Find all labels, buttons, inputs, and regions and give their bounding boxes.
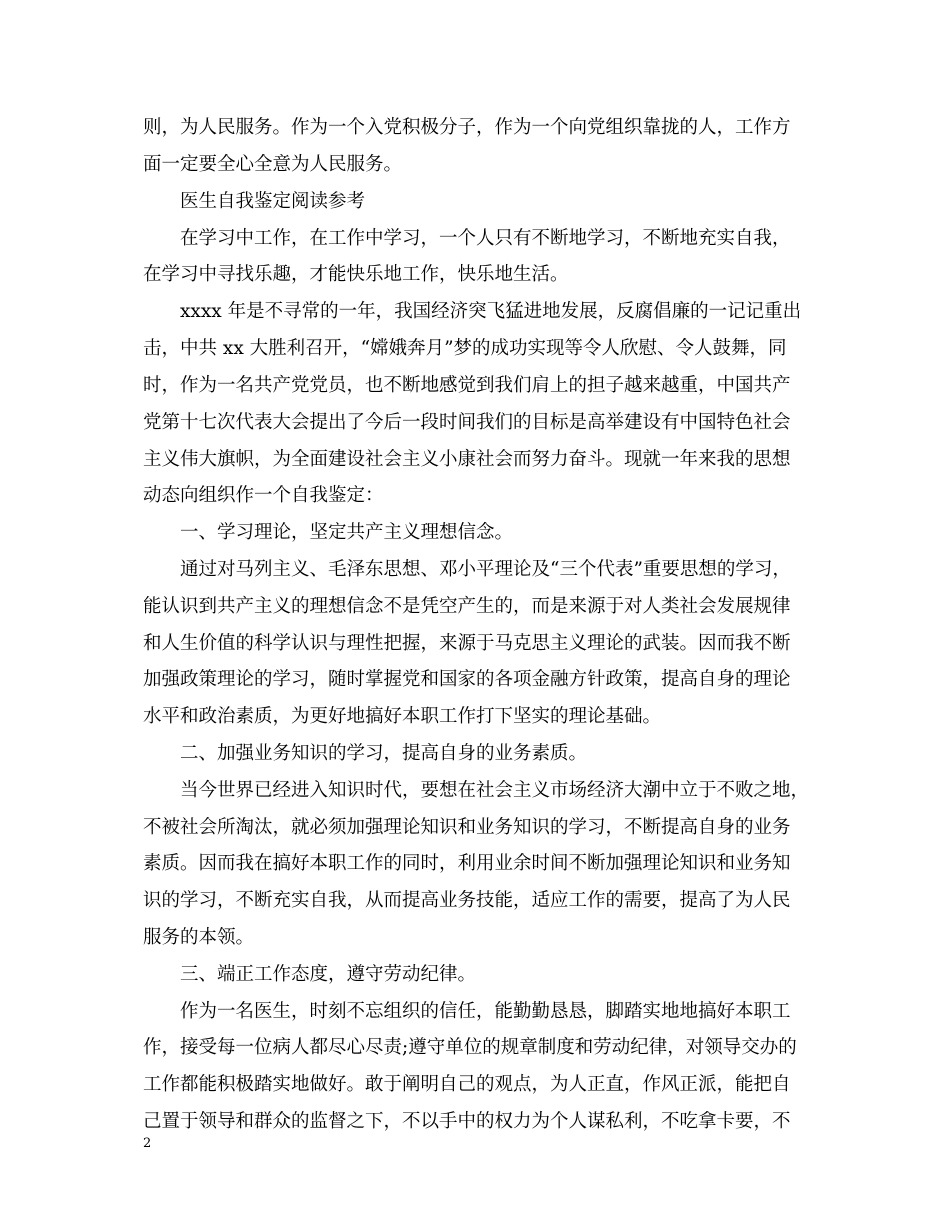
text-line: 不被社会所淘汰，就必须加强理论知识和业务知识的学习，不断提高自身的业务 xyxy=(143,817,791,838)
text-line: 和人生价值的科学认识与理性把握，来源于马克思主义理论的武装。因而我不断 xyxy=(143,633,791,654)
text-line: 服务的本领。 xyxy=(143,927,255,948)
text-line: 通过对马列主义、毛泽东思想、邓小平理论及“三个代表”重要思想的学习， xyxy=(180,559,791,580)
text-line: 在学习中寻找乐趣，才能快乐地工作，快乐地生活。 xyxy=(143,264,569,285)
text-line: 加强政策理论的学习，随时掌握党和国家的各项金融方针政策，提高自身的理论 xyxy=(143,669,791,690)
text-line: 当今世界已经进入知识时代，要想在社会主义市场经济大潮中立于不败之地， xyxy=(180,780,810,801)
text-line: 素质。因而我在搞好本职工作的同时，利用业余时间不断加强理论知识和业务知 xyxy=(143,853,791,874)
section-title: 医生自我鉴定阅读参考 xyxy=(180,191,366,212)
text-line: 识的学习，不断充实自我，从而提高业务技能，适应工作的需要，提高了为人民 xyxy=(143,890,791,911)
text-line: 能认识到共产主义的理想信念不是凭空产生的，而是来源于对人类社会发展规律 xyxy=(143,596,791,617)
text-line: 动态向组织作一个自我鉴定： xyxy=(143,485,384,506)
section-heading: 二、加强业务知识的学习，提高自身的业务素质。 xyxy=(180,743,588,764)
page-number: 2 xyxy=(143,1136,152,1151)
text-line: 面一定要全心全意为人民服务。 xyxy=(143,154,403,175)
section-heading: 一、学习理论，坚定共产主义理想信念。 xyxy=(180,522,514,543)
text-line: xxxx 年是不寻常的一年，我国经济突飞猛进地发展，反腐倡廉的一记记重出 xyxy=(180,301,802,322)
text-line: 作，接受每一位病人都尽心尽责;遵守单位的规章制度和劳动纪律，对领导交办的 xyxy=(143,1037,797,1058)
text-line: 党第十七次代表大会提出了今后一段时间我们的目标是高举建设有中国特色社会 xyxy=(143,412,791,433)
text-line: 在学习中工作，在工作中学习，一个人只有不断地学习，不断地充实自我， xyxy=(180,228,791,249)
text-line: 作为一名医生，时刻不忘组织的信任，能勤勤恳恳，脚踏实地地搞好本职工 xyxy=(180,1001,791,1022)
text-line: 则，为人民服务。作为一个入党积极分子，作为一个向党组织靠拢的人，工作方 xyxy=(143,117,791,138)
text-line: 己置于领导和群众的监督之下，不以手中的权力为个人谋私利，不吃拿卡要，不 xyxy=(143,1111,791,1132)
text-line: 时，作为一名共产党党员，也不断地感觉到我们肩上的担子越来越重，中国共产 xyxy=(143,375,791,396)
section-heading: 三、端正工作态度，遵守劳动纪律。 xyxy=(180,964,477,985)
text-line: 击，中共 xx 大胜利召开，“嫦娥奔月”梦的成功实现等令人欣慰、令人鼓舞，同 xyxy=(143,338,787,359)
text-line: 水平和政治素质，为更好地搞好本职工作打下坚实的理论基础。 xyxy=(143,706,662,727)
text-line: 主义伟大旗帜，为全面建设社会主义小康社会而努力奋斗。现就一年来我的思想 xyxy=(143,449,791,470)
text-line: 工作都能积极踏实地做好。敢于阐明自己的观点，为人正直，作风正派，能把自 xyxy=(143,1074,791,1095)
